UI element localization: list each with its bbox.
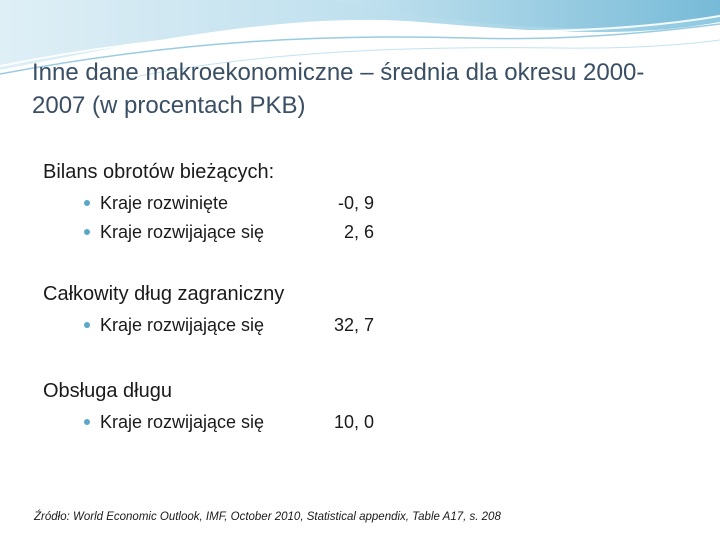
item-label: Kraje rozwijające się	[100, 315, 265, 335]
list-item	[84, 191, 404, 215]
list-item	[84, 410, 404, 434]
item-value: -0, 9	[337, 193, 374, 213]
item-label: Kraje rozwijające się	[100, 412, 265, 432]
list-item	[84, 313, 404, 337]
item-value: 10, 0	[333, 412, 374, 432]
bullet-dot-icon	[84, 419, 90, 425]
item-label: Kraje rozwijające się	[100, 222, 265, 242]
source-note: Źródło: World Economic Outlook, IMF, October 2010, Statistical appendix, Table A17, s. 208	[34, 511, 501, 523]
section-heading-debt-service: Obsługa długu	[43, 380, 172, 402]
item-label: Kraje rozwinięte	[100, 193, 229, 213]
bullet-dot-icon	[84, 229, 90, 235]
item-value: 2, 6	[343, 222, 374, 242]
section-heading-external-debt: Całkowity dług zagraniczny	[43, 283, 285, 305]
item-value: 32, 7	[333, 315, 374, 335]
slide-title: Inne dane makroekonomiczne – średnia dla okresu 2000-2007 (w procentach PKB)	[32, 59, 645, 119]
bullet-dot-icon	[84, 322, 90, 328]
bullet-dot-icon	[84, 200, 90, 206]
list-item	[84, 220, 404, 244]
section-heading-current-account: Bilans obrotów bieżących:	[43, 161, 275, 183]
